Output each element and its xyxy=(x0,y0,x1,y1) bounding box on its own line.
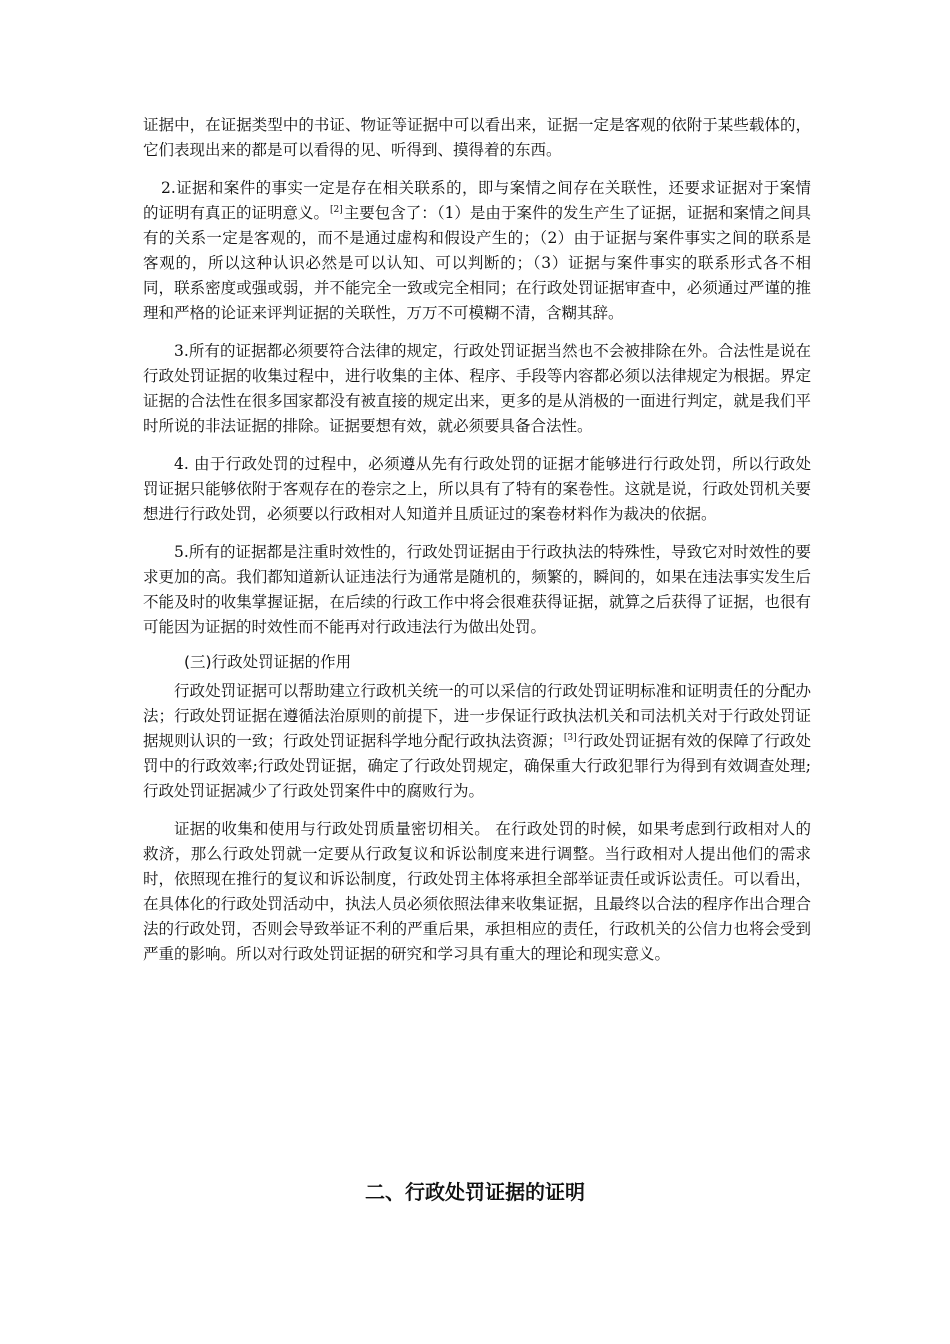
section-title: 二、行政处罚证据的证明 xyxy=(365,1180,585,1204)
citation-ref-2: [2] xyxy=(330,205,343,215)
paragraph-role-part2: 行政处罚证据有效的保障了行政处罚中的行政效率;行政处罚证据，确定了行政处罚规定，确保重大行政犯罪行为得到有效调查处理;行政处罚证据减少了行政处罚案件中的腐败行为。 xyxy=(143,732,811,800)
subheading-role: (三)行政处罚证据的作用 xyxy=(184,653,352,671)
body-text xyxy=(143,113,811,967)
paragraph-role-part1: 行政处罚证据可以帮助建立行政机关统一的可以采信的行政处罚证明标准和证明责任的分配办法；行政处罚证据在遵循法治原则的前提下，进一步保证行政执法机关和司法机关对于行政处罚证据规则认识的一致；行政处罚证据科学地分配行政执法资源； xyxy=(143,682,811,750)
paragraph-dossier: 4. 由于行政处罚的过程中，必须遵从先有行政处罚的证据才能够进行行政处罚，所以行政处罚证据只能够依附于客观存在的卷宗之上，所以具有了特有的案卷性。这就是说，行政处罚机关要想进行行政处罚，必须要以行政相对人知道并且质证过的案卷材料作为裁决的依据。 xyxy=(143,455,811,523)
paragraph-timeliness: 5.所有的证据都是注重时效性的，行政处罚证据由于行政执法的特殊性，导致它对时效性的要求更加的高。我们都知道新认证违法行为通常是随机的，频繁的，瞬间的，如果在违法事实发生后不能及时的收集掌握证据，在后续的行政工作中将会很难获得证据，就算之后获得了证据，也很有可能因为证据的时效性而不能再对行政违法行为做出处罚。 xyxy=(143,543,811,636)
citation-ref-3: [3] xyxy=(563,733,577,743)
paragraph-role xyxy=(143,679,811,804)
paragraph-significance: 证据的收集和使用与行政处罚质量密切相关。 在行政处罚的时候，如果考虑到行政相对人的救济，那么行政处罚就一定要从行政复议和诉讼制度来进行调整。当行政相对人提出他们的需求时，依照现在推行的复议和诉讼制度，行政处罚主体将承担全部举证责任或诉讼责任。可以看出，在具体化的行政处罚活动中，执法人员必须依照法律来收集证据，且最终以合法的程序作出合理合法的行政处罚，否则会导致举证不利的严重后果，承担相应的责任，行政机关的公信力也将会受到严重的影响。所以对行政处罚证据的研究和学习具有重大的理论和现实意义。 xyxy=(143,820,811,963)
paragraph-relevance-part2: 主要包含了：（1）是由于案件的发生产生了证据，证据和案情之间具有的关系一定是客观的，而不是通过虚构和假设产生的；（2）由于证据与案件事实之间的联系是客观的，所以这种认识必然是可以认知、可以判断的；（3）证据与案件事实的联系形式各不相同，联系密度或强或弱，并不能完全一致或完全相同；在行政处罚证据审查中，必须通过严谨的推理和严格的论证来评判证据的关联性，万万不可模糊不清，含糊其辞。 xyxy=(143,204,811,322)
paragraph-legality: 3.所有的证据都必须要符合法律的规定，行政处罚证据当然也不会被排除在外。合法性是说在行政处罚证据的收集过程中，进行收集的主体、程序、手段等内容都必须以法律规定为根据。界定证据的合法性在很多国家都没有被直接的规定出来，更多的是从消极的一面进行判定，就是我们平时所说的非法证据的排除。证据要想有效，就必须要具备合法性。 xyxy=(143,342,811,435)
paragraph-continuation: 证据中，在证据类型中的书证、物证等证据中可以看出来，证据一定是客观的依附于某些载体的，它们表现出来的都是可以看得的见、听得到、摸得着的东西。 xyxy=(143,116,811,159)
paragraph-relevance-part1: 2.证据和案件的事实一定是存在相关联系的，即与案情之间存在关联性，还要求证据对于案情的证明有真正的证明意义。 xyxy=(143,179,811,222)
paragraph-relevance xyxy=(143,176,811,326)
